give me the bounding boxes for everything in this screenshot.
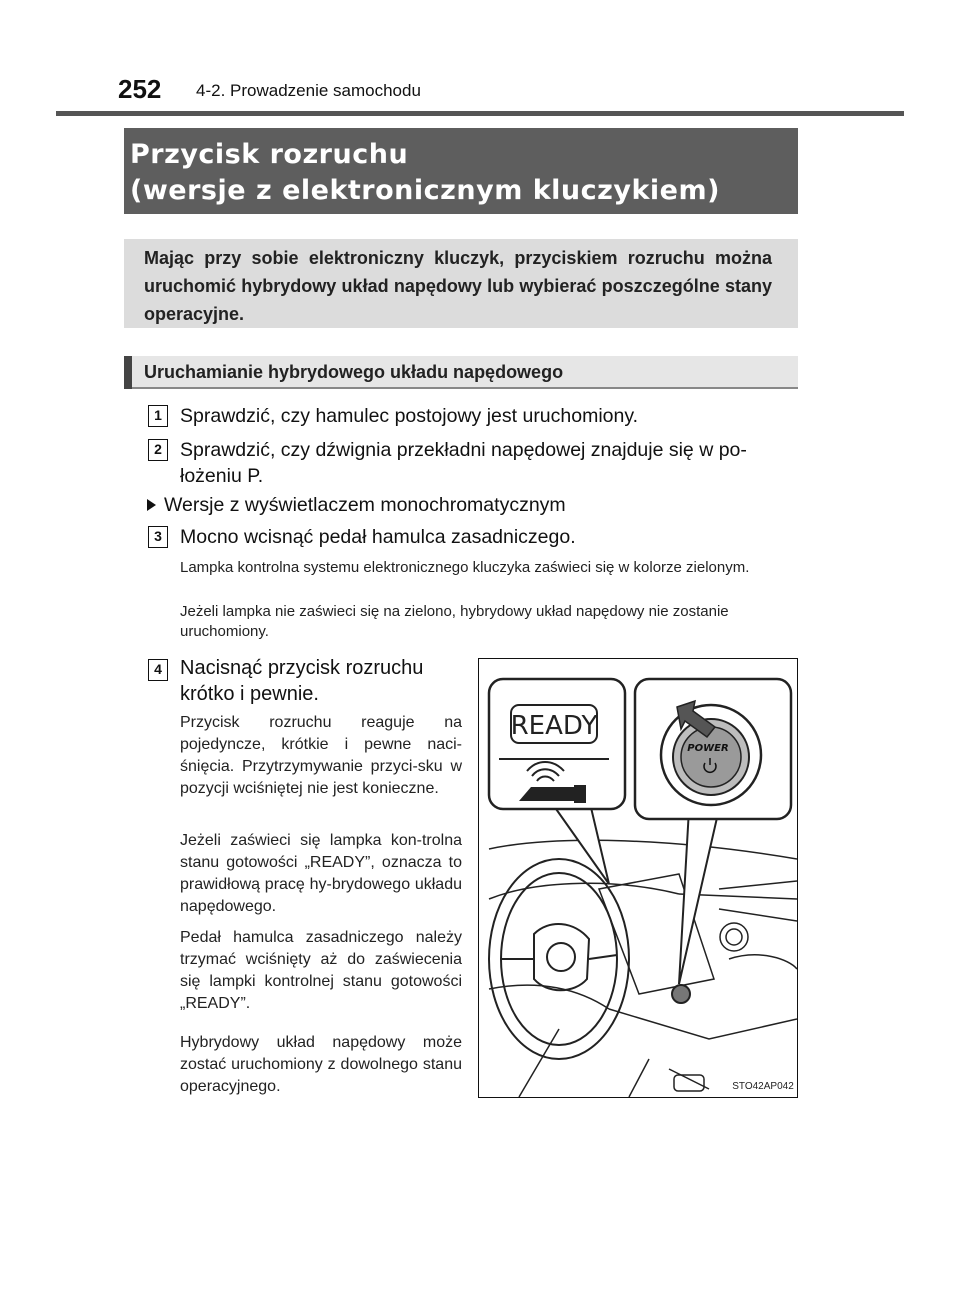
subheading-text: Uruchamianie hybrydowego układu napędowego <box>144 362 564 382</box>
step-2-text-line-2: łożeniu P. <box>180 465 264 487</box>
step-3-note-1: Lampka kontrolna systemu elektronicznego kluczyka zaświeci się w kolorze zielonym. <box>180 559 750 576</box>
illustration-code: STO42AP042 <box>732 1081 794 1092</box>
page-title <box>124 128 798 214</box>
step-4-note-4: Hybrydowy układ napędowy może zostać uruchomiony z dowolnego stanu operacyjnego. <box>180 1034 462 1095</box>
title-line-2: (wersje z elektronicznym kluczykiem) <box>130 175 720 206</box>
step-4-note-1: Przycisk rozruchu reaguje na pojedyncze, krótkie i pewne naci-śnięcia. Przytrzymywanie przyci-sku w pozycji wciśniętej nie jest konieczne. <box>180 714 462 797</box>
step-2-number: 2 <box>148 439 168 461</box>
step-4-note-2: Jeżeli zaświeci się lampka kon-trolna stanu gotowości „READY”, oznacza to prawidłową pracę hy-brydowego układu napędowego. <box>180 832 462 915</box>
subheading <box>124 356 798 389</box>
power-text: POWER <box>687 743 729 754</box>
step-4-number: 4 <box>148 659 168 681</box>
step-3-number: 3 <box>148 526 168 548</box>
step-3-note-2: Jeżeli lampka nie zaświeci się na zielono, hybrydowy układ napędowy nie zostanie uruchomiony. <box>180 603 729 640</box>
subheading-bar <box>124 356 132 389</box>
step-1-number: 1 <box>148 405 168 427</box>
step-1-text: Sprawdzić, czy hamulec postojowy jest uruchomiony. <box>180 405 639 427</box>
page-number: 252 <box>118 74 162 104</box>
section-title: 4-2. Prowadzenie samochodu <box>196 81 421 100</box>
step-4-note-3: Pedał hamulca zasadniczego należy trzymać wciśnięty aż do zaświecenia się lampki kontrolnej stanu gotowości „READY”. <box>180 929 462 1012</box>
version-label: Wersje z wyświetlaczem monochromatycznym <box>164 494 566 516</box>
bullet-triangle-icon <box>147 499 156 511</box>
step-3-text: Mocno wcisnąć pedał hamulca zasadniczego. <box>180 526 576 548</box>
step-2-text-line-1: Sprawdzić, czy dźwignia przekładni napędowej znajduje się w po- <box>180 439 747 461</box>
illustration <box>478 658 798 1098</box>
dashboard-illustration <box>479 659 797 1097</box>
title-line-1: Przycisk rozruchu <box>130 139 409 170</box>
intro-box: Mając przy sobie elektroniczny kluczyk, przyciskiem rozruchu można uruchomić hybrydowy układ napędowy lub wybierać poszczególne stany operacyjne. <box>124 239 798 328</box>
step-4-text-line-1: Nacisnąć przycisk rozruchu <box>180 657 424 679</box>
step-4-text-line-2: krótko i pewnie. <box>180 683 319 705</box>
ready-text: READY <box>510 711 598 741</box>
header-rule <box>56 111 904 116</box>
